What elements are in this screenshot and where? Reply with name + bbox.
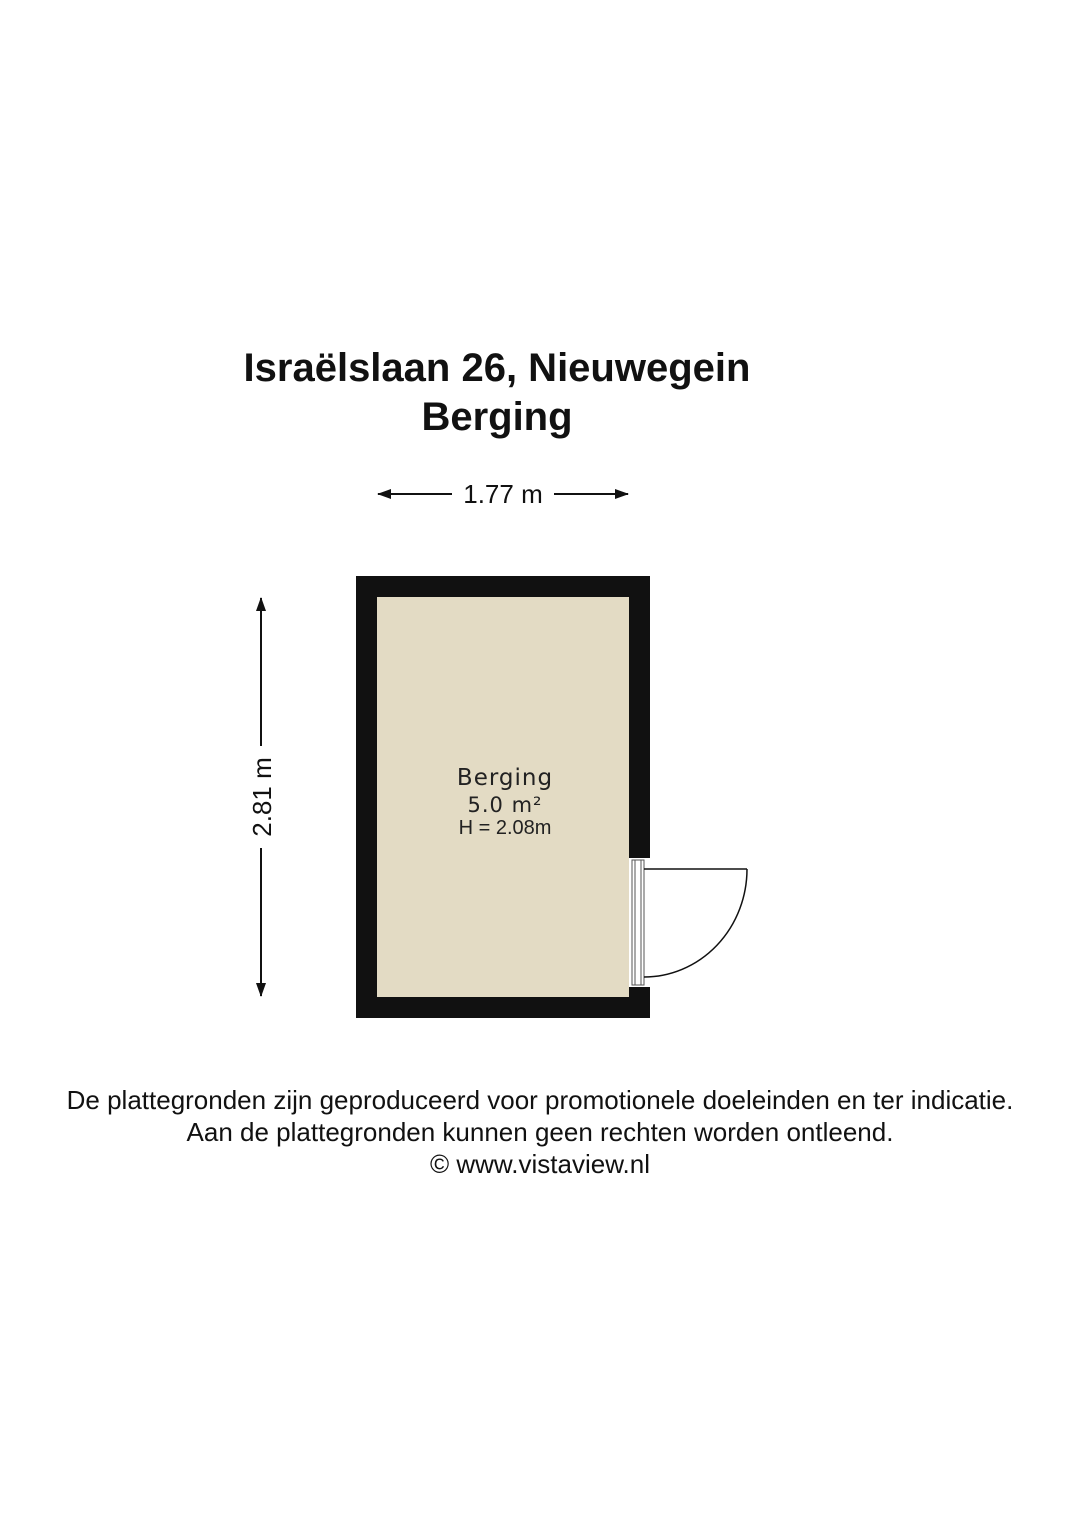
door-swing-arc [644, 869, 747, 977]
address-title: Israëlslaan 26, Nieuwegein [243, 346, 751, 390]
room-area-label: 5.0 m² [467, 793, 543, 817]
room-name-label: Berging [456, 765, 554, 791]
room-height-label: H = 2.08m [458, 817, 552, 839]
disclaimer-text: Aan de plattegronden kunnen geen rechten worden ontleend. [186, 1117, 894, 1147]
door-swing [644, 869, 747, 977]
width-dimension [378, 479, 628, 509]
floor-title: Berging [421, 395, 573, 439]
disclaimer-text: De plattegronden zijn geproduceerd voor promotionele doeleinden en ter indicatie. [66, 1085, 1014, 1115]
copyright-text: © www.vistaview.nl [430, 1149, 650, 1179]
width-dimension-label: 1.77 m [463, 479, 543, 509]
depth-dimension [247, 598, 277, 996]
depth-dimension-label: 2.81 m [247, 757, 277, 837]
